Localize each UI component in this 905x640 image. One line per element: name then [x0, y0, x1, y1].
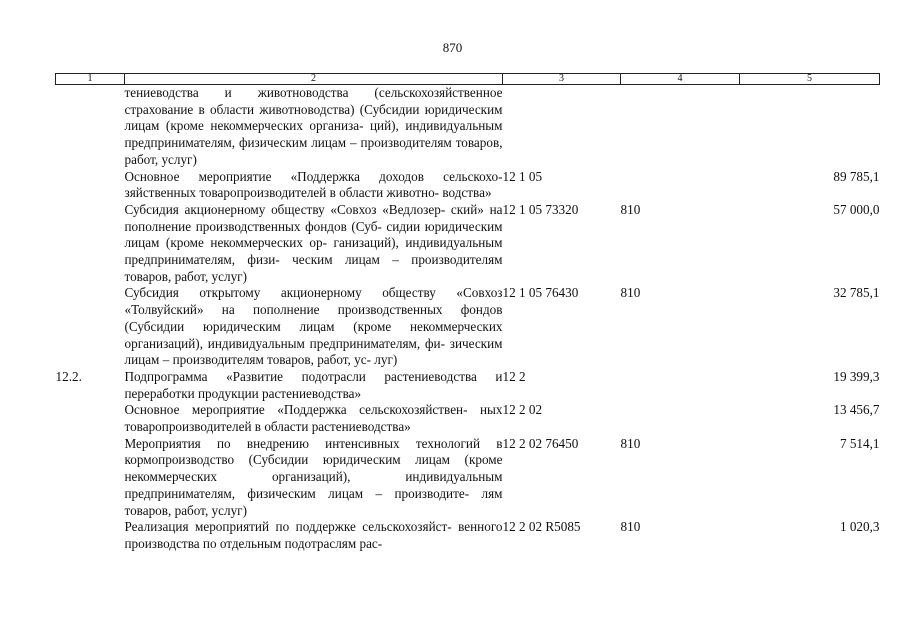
row-amount: 89 785,1 — [833, 168, 880, 184]
header-col-5: 5 — [740, 74, 880, 85]
row-expense-type: 810 — [620, 201, 641, 217]
header-col-3: 3 — [503, 74, 621, 85]
row-number — [56, 285, 125, 369]
row-amount: 57 000,0 — [833, 201, 880, 217]
row-number — [56, 519, 125, 552]
row-expense-type: 810 — [620, 285, 641, 301]
row-number — [56, 436, 125, 520]
budget-table — [55, 73, 880, 553]
table-row — [56, 202, 880, 286]
row-number — [56, 85, 125, 169]
row-amount: 19 399,3 — [833, 368, 880, 384]
row-code: 12 1 05 73320 — [502, 201, 579, 217]
table-row — [56, 285, 880, 369]
row-code: 12 2 02 — [502, 402, 543, 418]
row-description: Основное мероприятие «Поддержка сельскохозяйствен- ных товаропроизводителей в области растениеводства» — [124, 402, 503, 435]
row-amount: 1 020,3 — [839, 519, 880, 535]
table-row — [56, 402, 880, 435]
row-expense-type — [621, 85, 740, 169]
row-description: Субсидия открытому акционерному обществу «Совхоз «Толвуйский» на пополнение производственных фондов (Субсидии юридическим лицам (кроме некоммерческих организаций), индивидуальным предпринимателям, фи- зическим лицам – производителям товаров, работ, ус- луг) — [124, 285, 503, 368]
table-row — [56, 436, 880, 520]
row-amount — [740, 85, 880, 169]
row-number — [56, 202, 125, 286]
table-row — [56, 519, 880, 552]
header-col-4: 4 — [621, 74, 740, 85]
row-expense-type: 810 — [620, 519, 641, 535]
row-code: 12 1 05 76430 — [502, 285, 579, 301]
table-row — [56, 169, 880, 202]
row-code: 12 2 02 76450 — [502, 435, 579, 451]
table-row — [56, 369, 880, 402]
row-expense-type — [621, 169, 740, 202]
table-row — [56, 85, 880, 169]
row-expense-type — [621, 402, 740, 435]
row-number — [56, 169, 125, 202]
row-amount: 7 514,1 — [839, 435, 880, 451]
header-col-2: 2 — [125, 74, 503, 85]
row-code: 12 2 — [502, 368, 526, 384]
row-description: тениеводства и животноводства (сельскохозяйственное страхование в области животноводства) (Субсидии юридическим лицам (кроме некоммерческих организа- ций), индивидуальным предпринимателям, физическим лицам – производителям товаров, работ, услуг) — [124, 85, 503, 167]
row-code — [503, 85, 621, 169]
row-code: 12 1 05 — [502, 168, 543, 184]
row-description: Субсидия акционерному обществу «Совхоз «Ведлозер- ский» на пополнение производственных фондов (Суб- сидии юридическим лицам (кроме некоммерческих ор- ганизаций), индивидуальным предпринимателям, физи- ческим лицам – производителям товаров, работ, услуг) — [124, 201, 503, 284]
row-code: 12 2 02 R5085 — [502, 519, 581, 535]
row-amount: 13 456,7 — [833, 402, 880, 418]
row-expense-type — [621, 369, 740, 402]
table-body — [56, 85, 880, 553]
page-number: 870 — [442, 40, 463, 55]
row-description: Подпрограмма «Развитие подотрасли растениеводства и переработки продукции растениеводства» — [124, 368, 503, 401]
header-col-1: 1 — [56, 74, 125, 85]
row-number — [56, 402, 125, 435]
row-amount: 32 785,1 — [833, 285, 880, 301]
header-row — [56, 74, 880, 85]
row-description: Реализация мероприятий по поддержке сельскохозяйст- венного производства по отдельным подотраслям рас- — [124, 519, 503, 551]
table-header — [56, 74, 880, 85]
row-description: Основное мероприятие «Поддержка доходов сельскохо- зяйственных товаропроизводителей в области животно- водства» — [124, 168, 503, 201]
row-description: Мероприятия по внедрению интенсивных технологий в кормопроизводство (Субсидии юридическим лицам (кроме некоммерческих организаций), индивидуальным предпринимателям, физическим лицам – производите- лям товаров, работ, услуг) — [124, 435, 503, 518]
row-expense-type: 810 — [620, 435, 641, 451]
row-number: 12.2. — [55, 368, 82, 384]
